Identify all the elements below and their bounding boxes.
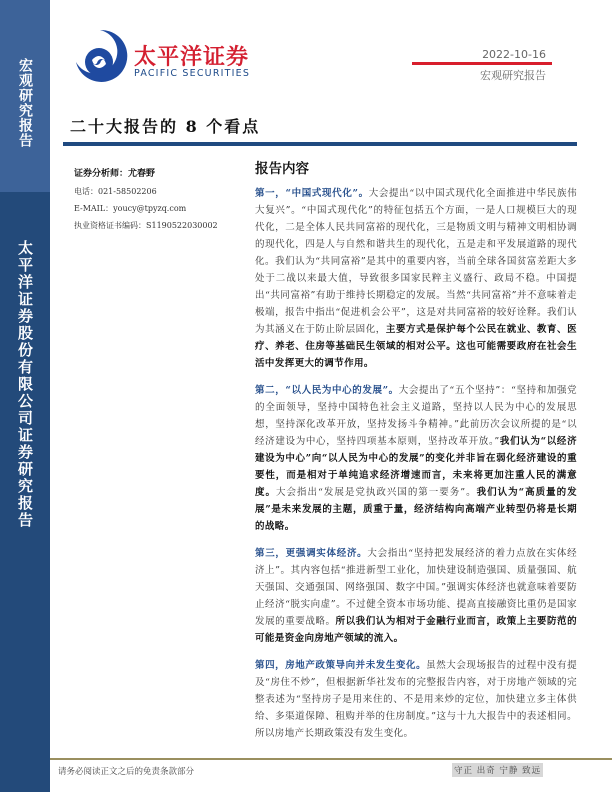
analyst-phone: 电话：021-58502206 [74,187,157,196]
company-logo [62,10,272,100]
logo-emblem-icon [62,10,134,100]
section-heading: 报告内容 [255,161,309,177]
analyst-license: 执业资格证书编码：S1190522030002 [74,221,218,230]
paragraph-point-4 [255,657,577,742]
point-2-tail: 大会指出“发展是党执政兴国的第一要务”。 [276,487,477,498]
footer-motto: 守正 出奇 宁静 致远 [452,763,543,777]
point-1-text: 大会提出“以中国式现代化全面推进中华民族伟大复兴”。“中国式现代化”的特征包括五个方面，一是人口规模巨大的现代化，二是全体人民共同富裕的现代化，三是物质文明与精神文明相协调的现代化，四是人与自然和谐共生的现代化，五是走和平发展道路的现代化。我们认为“共同富裕”是其中的重要内容，当前全球各国贫富差距大多处于二战以来最大值，导致很多国家民粹主义盛行、政局不稳。中国提出“共同富裕”有助于维持长期稳定的发展。当然“共同富裕”并不意味着走极端，报告中指出“促进机会公平”，这是对共同富裕的较好诠释。我们认为其涵义在于防止阶层固化， [255,188,577,335]
page-title: 二十大报告的 8 个看点 [70,117,261,136]
analyst-name: 证券分析师：尤春野 [74,169,156,179]
paragraph-point-1 [255,185,577,372]
point-2-bold: 我们认为“以经济建设为中心”向“以人民为中心的发展”的变化并非旨在弱化经济建设的重要性，而是相对于单纯追求经济增速而言，未来将更加注重人民的满意度。 [255,436,578,498]
point-4-text: 虽然大会现场报告的过程中没有提及“房住不炒”，但根据新华社发布的完整报告内容，对于房地产领域的完整表述为“坚持房子是用来住的、不是用来炒的定位，加快建立多主体供给、多渠道保障、租购并举的住房制度。”这与十九大报告中的表述相同。所以房地产长期政策没有发生变化。 [255,660,577,739]
point-2-text: 大会提出了“五个坚持”：“坚持和加强党的全面领导，坚持中国特色社会主义道路，坚持以人民为中心的发展思想，坚持深化改革开放，坚持发扬斗争精神。”此前历次会议所提的是“以经济建设为中心，坚持四项基本原则，坚持改革开放。” [255,385,577,447]
report-category: 宏观研究报告 [480,69,546,82]
analyst-info [74,166,218,234]
sidebar-company-label: 太平洋证券股份有限公司证券研究报告 [16,240,34,529]
sidebar-report-type: 宏观研究报告 [17,58,33,148]
footer-disclaimer: 请务必阅读正文之后的免责条款部分 [58,767,195,777]
point-2-bold-2: 我们认为“高质量的发展”是未来发展的主题，质重于量，经济结构向高端产业转型仍将是长期的战略。 [255,487,577,532]
analyst-email: E-MAIL：youcy@tpyzq.com [74,204,187,213]
point-3-lead: 第三，更强调实体经济。 [255,548,368,559]
report-date: 2022-10-16 [482,48,546,61]
title-divider [63,142,577,146]
point-3-text: 大会指出“坚持把发展经济的着力点放在实体经济上”。其内容包括“推进新型工业化，加快建设制造强国、质量强国、航天强国、交通强国、网络强国、数字中国。”强调实体经济也就意味着要防止经济“脱实向虚”。不过健全资本市场功能、提高直接融资比重仍是国家发展的重要战略。 [255,548,577,627]
paragraph-point-3 [255,545,577,647]
point-1-bold: 主要方式是保护每个公民在就业、教育、医疗、养老、住房等基础民生领域的相对公平。这也可能需要政府在社会生活中发挥更大的调节作用。 [255,324,578,369]
header-red-divider [412,62,552,65]
paragraph-point-2 [255,382,577,535]
point-4-lead: 第四，房地产政策导向并未发生变化。 [255,660,427,671]
point-1-lead: 第一，“中国式现代化”。 [255,188,369,199]
footer-divider [50,758,612,760]
logo-chinese-name: 太平洋证券 [134,45,250,70]
report-content [255,157,577,752]
logo-english-name: PACIFIC SECURITIES [134,68,251,79]
point-3-bold: 所以我们认为相对于金融行业而言，政策上主要防范的可能是资金向房地产领域的流入。 [255,616,577,644]
point-2-lead: 第二，“以人民为中心的发展”。 [255,385,399,396]
